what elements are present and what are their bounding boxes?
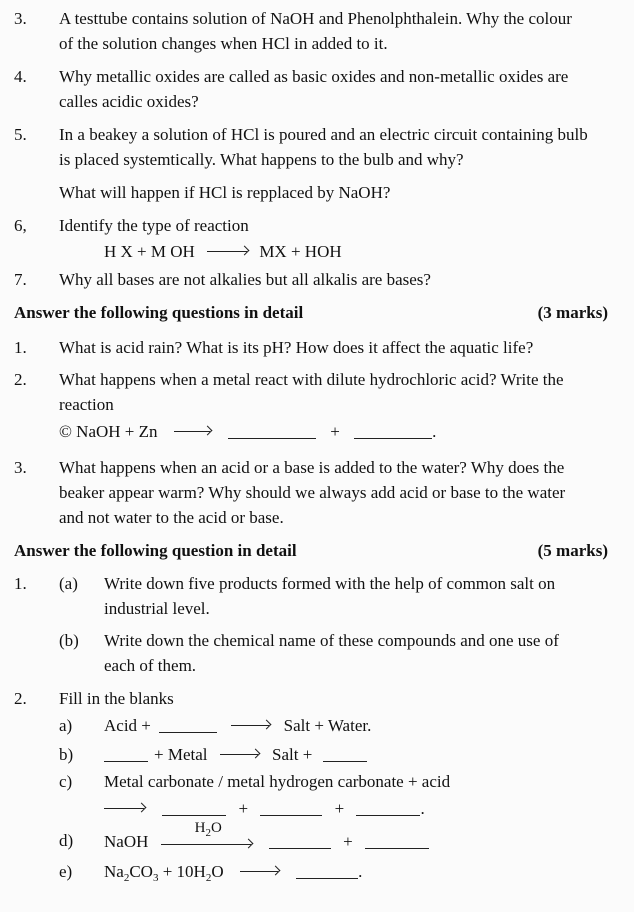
equation-products: MX + HOH (259, 242, 342, 261)
question-text: Fill in the blanks (59, 689, 174, 708)
reaction-equation (59, 422, 436, 442)
question-text: reaction (59, 395, 114, 414)
question-text: is placed systemtically. What happens to the bulb and why? (59, 150, 464, 169)
question-number: 5. (14, 125, 27, 144)
plus-sign: + (330, 422, 340, 441)
question-number: 2. (14, 689, 27, 708)
answer-blank[interactable] (323, 760, 367, 762)
question-text: industrial level. (104, 599, 210, 618)
question-text: What happens when a metal react with dilute hydrochloric acid? Write the (59, 370, 564, 389)
answer-blank[interactable] (356, 814, 420, 816)
fill-blank-row (104, 862, 362, 882)
reaction-condition: $H_2O$ (194, 820, 222, 839)
reaction-arrow-icon (240, 866, 278, 876)
question-text: Metal carbonate / metal hydrogen carbonate + acid (104, 772, 451, 791)
period: . (432, 422, 437, 441)
question-number: 3. (14, 9, 27, 28)
question-number: 4. (14, 67, 27, 86)
sub-question-label: b) (59, 745, 74, 764)
question-text: and not water to the acid or base. (59, 508, 284, 527)
question-text: What is acid rain? What is its pH? How does it affect the aquatic life? (59, 338, 534, 357)
question-text: Why metallic oxides are called as basic oxides and non-metallic oxides are (59, 67, 569, 86)
answer-blank[interactable] (269, 847, 331, 849)
answer-blank[interactable] (228, 437, 316, 439)
reaction-arrow-icon (161, 839, 251, 849)
answer-blank[interactable] (365, 847, 429, 849)
answer-blank[interactable] (260, 814, 322, 816)
equation-reactants: H X + M OH (104, 242, 195, 261)
fill-blank-row (104, 820, 429, 852)
equation-reactants: © NaOH + Zn (59, 422, 158, 441)
reaction-arrow-icon (231, 720, 269, 730)
question-number: 1. (14, 574, 27, 593)
question-text: Identify the type of reaction (59, 216, 249, 235)
plus-sign: + (343, 832, 353, 851)
question-text: Write down five products formed with the help of common salt on (104, 574, 556, 593)
fill-blank-row (104, 799, 425, 819)
question-text: beaker appear warm? Why should we always add acid or base to the water (59, 483, 566, 502)
answer-blank[interactable] (104, 760, 148, 762)
sub-question-label: (b) (59, 631, 79, 650)
question-text: Why all bases are not alkalies but all alkalis are bases? (59, 270, 431, 289)
question-number: 2. (14, 370, 27, 389)
section-heading: Answer the following questions in detail (14, 303, 304, 322)
sub-question-label: c) (59, 772, 73, 791)
reaction-equation (104, 242, 342, 262)
reaction-arrow-icon (174, 426, 210, 436)
question-text: What will happen if HCl is repplaced by NaOH? (59, 183, 391, 202)
question-text: In a beakey a solution of HCl is poured and an electric circuit containing bulb (59, 125, 588, 144)
equation-reactants: $Na_2CO_3 + 10H_2O$ (104, 862, 224, 884)
reaction-arrow-icon (207, 246, 247, 256)
reaction-arrow-with-condition (161, 820, 251, 849)
question-number: 1. (14, 338, 27, 357)
fill-blank-row (104, 745, 367, 765)
answer-blank[interactable] (354, 437, 432, 439)
reaction-arrow-icon (104, 803, 144, 813)
period: . (358, 862, 363, 881)
section-heading: Answer the following question in detail (14, 541, 297, 560)
answer-blank[interactable] (296, 877, 358, 879)
fill-blank-row (104, 716, 371, 736)
question-text: A testtube contains solution of NaOH and Phenolphthalein. Why the colour (59, 9, 572, 28)
reaction-arrow-icon (220, 749, 258, 759)
question-text: of the solution changes when HCl in added to it. (59, 34, 388, 53)
sub-question-label: e) (59, 862, 73, 881)
marks-label: (3 marks) (537, 303, 608, 322)
question-text: Write down the chemical name of these compounds and one use of (104, 631, 559, 650)
equation-reactants: NaOH (104, 832, 149, 851)
sub-question-label: a) (59, 716, 73, 735)
sub-question-label: d) (59, 831, 74, 850)
question-text: What happens when an acid or a base is added to the water? Why does the (59, 458, 565, 477)
equation-reactants: Acid + (104, 716, 151, 735)
equation-reactants: + Metal (154, 745, 208, 764)
answer-blank[interactable] (159, 731, 217, 733)
question-text: each of them. (104, 656, 197, 675)
plus-sign: + (334, 799, 345, 818)
sub-question-label: (a) (59, 574, 78, 593)
question-number: 7. (14, 270, 27, 289)
question-number: 6, (14, 216, 27, 235)
question-number: 3. (14, 458, 27, 477)
marks-label: (5 marks) (537, 541, 608, 560)
answer-blank[interactable] (162, 814, 226, 816)
equation-products: Salt + Water. (283, 716, 372, 735)
plus-sign: + (238, 799, 249, 818)
question-text: calles acidic oxides? (59, 92, 199, 111)
period: . (420, 799, 425, 818)
equation-products: Salt + (272, 745, 313, 764)
